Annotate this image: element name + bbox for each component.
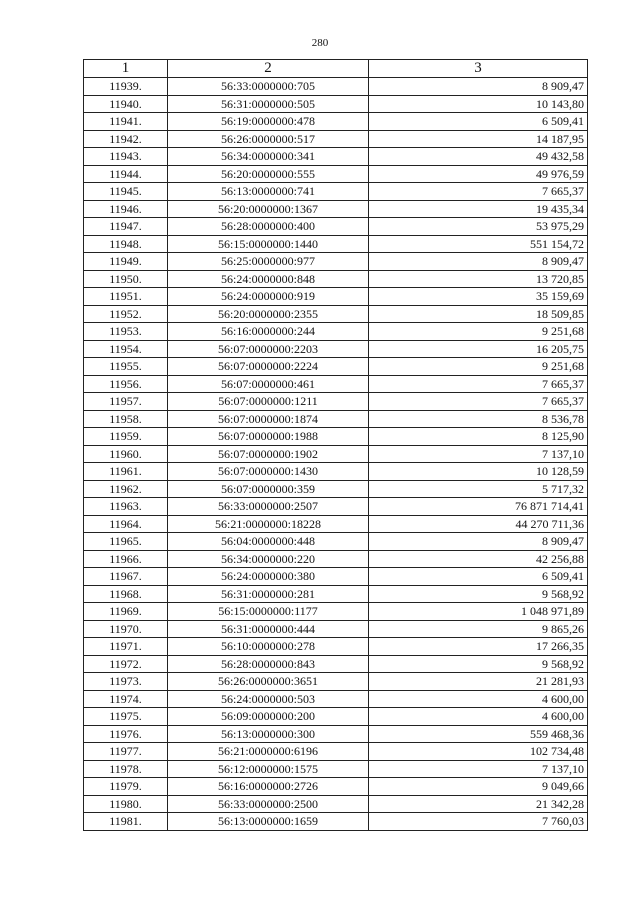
value-cell: 559 468,36 bbox=[369, 725, 588, 743]
value-cell: 53 975,29 bbox=[369, 218, 588, 236]
table-row bbox=[84, 200, 588, 218]
row-number-cell: 11975. bbox=[84, 708, 168, 726]
cadastral-number-cell: 56:34:0000000:220 bbox=[168, 550, 369, 568]
table-row bbox=[84, 655, 588, 673]
value-cell: 13 720,85 bbox=[369, 270, 588, 288]
table-row bbox=[84, 533, 588, 551]
table-row bbox=[84, 183, 588, 201]
row-number-cell: 11958. bbox=[84, 410, 168, 428]
row-number-cell: 11948. bbox=[84, 235, 168, 253]
value-cell: 7 760,03 bbox=[369, 813, 588, 831]
cadastral-number-cell: 56:07:0000000:2203 bbox=[168, 340, 369, 358]
cadastral-number-cell: 56:13:0000000:1659 bbox=[168, 813, 369, 831]
value-cell: 19 435,34 bbox=[369, 200, 588, 218]
value-cell: 7 137,10 bbox=[369, 445, 588, 463]
value-cell: 9 865,26 bbox=[369, 620, 588, 638]
table-row bbox=[84, 288, 588, 306]
cadastral-number-cell: 56:20:0000000:1367 bbox=[168, 200, 369, 218]
row-number-cell: 11969. bbox=[84, 603, 168, 621]
value-cell: 1 048 971,89 bbox=[369, 603, 588, 621]
cadastral-number-cell: 56:26:0000000:517 bbox=[168, 130, 369, 148]
value-cell: 76 871 714,41 bbox=[369, 498, 588, 516]
row-number-cell: 11953. bbox=[84, 323, 168, 341]
value-cell: 102 734,48 bbox=[369, 743, 588, 761]
row-number-cell: 11972. bbox=[84, 655, 168, 673]
table-row bbox=[84, 480, 588, 498]
value-cell: 6 509,41 bbox=[369, 113, 588, 131]
cadastral-number-cell: 56:25:0000000:977 bbox=[168, 253, 369, 271]
cadastral-number-cell: 56:21:0000000:18228 bbox=[168, 515, 369, 533]
table-row bbox=[84, 463, 588, 481]
row-number-cell: 11939. bbox=[84, 78, 168, 96]
row-number-cell: 11949. bbox=[84, 253, 168, 271]
value-cell: 7 665,37 bbox=[369, 183, 588, 201]
value-cell: 8 909,47 bbox=[369, 533, 588, 551]
row-number-cell: 11941. bbox=[84, 113, 168, 131]
row-number-cell: 11957. bbox=[84, 393, 168, 411]
table-row bbox=[84, 498, 588, 516]
table-row bbox=[84, 305, 588, 323]
row-number-cell: 11970. bbox=[84, 620, 168, 638]
value-cell: 7 137,10 bbox=[369, 760, 588, 778]
cadastral-number-cell: 56:31:0000000:444 bbox=[168, 620, 369, 638]
row-number-cell: 11952. bbox=[84, 305, 168, 323]
cadastral-number-cell: 56:07:0000000:1211 bbox=[168, 393, 369, 411]
row-number-cell: 11962. bbox=[84, 480, 168, 498]
cadastral-number-cell: 56:24:0000000:503 bbox=[168, 690, 369, 708]
value-cell: 44 270 711,36 bbox=[369, 515, 588, 533]
cadastral-number-cell: 56:31:0000000:281 bbox=[168, 585, 369, 603]
cadastral-number-cell: 56:20:0000000:2355 bbox=[168, 305, 369, 323]
row-number-cell: 11977. bbox=[84, 743, 168, 761]
row-number-cell: 11981. bbox=[84, 813, 168, 831]
cadastral-number-cell: 56:07:0000000:2224 bbox=[168, 358, 369, 376]
value-cell: 4 600,00 bbox=[369, 690, 588, 708]
cadastral-number-cell: 56:24:0000000:848 bbox=[168, 270, 369, 288]
cadastral-number-cell: 56:24:0000000:380 bbox=[168, 568, 369, 586]
table-row bbox=[84, 340, 588, 358]
cadastral-number-cell: 56:33:0000000:2500 bbox=[168, 795, 369, 813]
table-row bbox=[84, 235, 588, 253]
value-cell: 8 909,47 bbox=[369, 253, 588, 271]
table-row bbox=[84, 813, 588, 831]
column-header-2: 2 bbox=[168, 60, 369, 78]
value-cell: 9 568,92 bbox=[369, 585, 588, 603]
row-number-cell: 11947. bbox=[84, 218, 168, 236]
value-cell: 18 509,85 bbox=[369, 305, 588, 323]
cadastral-number-cell: 56:31:0000000:505 bbox=[168, 95, 369, 113]
table-row bbox=[84, 568, 588, 586]
table-row bbox=[84, 795, 588, 813]
header-row bbox=[84, 60, 588, 78]
cadastral-number-cell: 56:13:0000000:741 bbox=[168, 183, 369, 201]
cadastral-number-cell: 56:33:0000000:2507 bbox=[168, 498, 369, 516]
row-number-cell: 11980. bbox=[84, 795, 168, 813]
cadastral-number-cell: 56:28:0000000:843 bbox=[168, 655, 369, 673]
table-row bbox=[84, 550, 588, 568]
row-number-cell: 11959. bbox=[84, 428, 168, 446]
table-row bbox=[84, 393, 588, 411]
value-cell: 9 568,92 bbox=[369, 655, 588, 673]
row-number-cell: 11940. bbox=[84, 95, 168, 113]
table-row bbox=[84, 113, 588, 131]
value-cell: 35 159,69 bbox=[369, 288, 588, 306]
cadastral-number-cell: 56:09:0000000:200 bbox=[168, 708, 369, 726]
row-number-cell: 11979. bbox=[84, 778, 168, 796]
column-header-3: 3 bbox=[369, 60, 588, 78]
table-row bbox=[84, 725, 588, 743]
cadastral-number-cell: 56:07:0000000:1874 bbox=[168, 410, 369, 428]
cadastral-number-cell: 56:13:0000000:300 bbox=[168, 725, 369, 743]
table-row bbox=[84, 358, 588, 376]
row-number-cell: 11951. bbox=[84, 288, 168, 306]
table-row bbox=[84, 410, 588, 428]
cadastral-number-cell: 56:21:0000000:6196 bbox=[168, 743, 369, 761]
cadastral-number-cell: 56:15:0000000:1440 bbox=[168, 235, 369, 253]
cadastral-number-cell: 56:33:0000000:705 bbox=[168, 78, 369, 96]
table-row bbox=[84, 95, 588, 113]
row-number-cell: 11974. bbox=[84, 690, 168, 708]
cadastral-number-cell: 56:26:0000000:3651 bbox=[168, 673, 369, 691]
value-cell: 16 205,75 bbox=[369, 340, 588, 358]
row-number-cell: 11961. bbox=[84, 463, 168, 481]
value-cell: 9 251,68 bbox=[369, 358, 588, 376]
cadastral-number-cell: 56:10:0000000:278 bbox=[168, 638, 369, 656]
value-cell: 4 600,00 bbox=[369, 708, 588, 726]
cadastral-number-cell: 56:28:0000000:400 bbox=[168, 218, 369, 236]
table-row bbox=[84, 165, 588, 183]
row-number-cell: 11963. bbox=[84, 498, 168, 516]
table-row bbox=[84, 130, 588, 148]
row-number-cell: 11968. bbox=[84, 585, 168, 603]
row-number-cell: 11954. bbox=[84, 340, 168, 358]
row-number-cell: 11942. bbox=[84, 130, 168, 148]
cadastral-number-cell: 56:19:0000000:478 bbox=[168, 113, 369, 131]
table-row bbox=[84, 638, 588, 656]
value-cell: 8 909,47 bbox=[369, 78, 588, 96]
value-cell: 14 187,95 bbox=[369, 130, 588, 148]
row-number-cell: 11944. bbox=[84, 165, 168, 183]
value-cell: 6 509,41 bbox=[369, 568, 588, 586]
row-number-cell: 11964. bbox=[84, 515, 168, 533]
cadastral-number-cell: 56:07:0000000:1902 bbox=[168, 445, 369, 463]
cadastral-number-cell: 56:12:0000000:1575 bbox=[168, 760, 369, 778]
value-cell: 5 717,32 bbox=[369, 480, 588, 498]
value-cell: 9 049,66 bbox=[369, 778, 588, 796]
row-number-cell: 11965. bbox=[84, 533, 168, 551]
cadastral-number-cell: 56:20:0000000:555 bbox=[168, 165, 369, 183]
row-number-cell: 11978. bbox=[84, 760, 168, 778]
cadastral-number-cell: 56:04:0000000:448 bbox=[168, 533, 369, 551]
table-row bbox=[84, 585, 588, 603]
table-row bbox=[84, 760, 588, 778]
value-cell: 7 665,37 bbox=[369, 393, 588, 411]
value-cell: 42 256,88 bbox=[369, 550, 588, 568]
row-number-cell: 11960. bbox=[84, 445, 168, 463]
row-number-cell: 11950. bbox=[84, 270, 168, 288]
value-cell: 21 281,93 bbox=[369, 673, 588, 691]
table-row bbox=[84, 603, 588, 621]
value-cell: 7 665,37 bbox=[369, 375, 588, 393]
value-cell: 8 536,78 bbox=[369, 410, 588, 428]
row-number-cell: 11956. bbox=[84, 375, 168, 393]
table-row bbox=[84, 515, 588, 533]
cadastral-number-cell: 56:07:0000000:1430 bbox=[168, 463, 369, 481]
cadastral-number-cell: 56:16:0000000:244 bbox=[168, 323, 369, 341]
cadastral-number-cell: 56:34:0000000:341 bbox=[168, 148, 369, 166]
table-row bbox=[84, 323, 588, 341]
cadastral-number-cell: 56:16:0000000:2726 bbox=[168, 778, 369, 796]
row-number-cell: 11976. bbox=[84, 725, 168, 743]
table-row bbox=[84, 218, 588, 236]
value-cell: 21 342,28 bbox=[369, 795, 588, 813]
cadastral-number-cell: 56:24:0000000:919 bbox=[168, 288, 369, 306]
cadastral-number-cell: 56:07:0000000:1988 bbox=[168, 428, 369, 446]
value-cell: 9 251,68 bbox=[369, 323, 588, 341]
page-number: 280 bbox=[311, 37, 329, 49]
row-number-cell: 11973. bbox=[84, 673, 168, 691]
table-row bbox=[84, 148, 588, 166]
table-row bbox=[84, 78, 588, 96]
cadastral-number-cell: 56:07:0000000:461 bbox=[168, 375, 369, 393]
data-table bbox=[83, 59, 588, 831]
table-row bbox=[84, 778, 588, 796]
cadastral-number-cell: 56:15:0000000:1177 bbox=[168, 603, 369, 621]
row-number-cell: 11943. bbox=[84, 148, 168, 166]
value-cell: 551 154,72 bbox=[369, 235, 588, 253]
table-row bbox=[84, 673, 588, 691]
value-cell: 8 125,90 bbox=[369, 428, 588, 446]
table-body bbox=[84, 78, 588, 831]
table-row bbox=[84, 620, 588, 638]
table-row bbox=[84, 253, 588, 271]
row-number-cell: 11955. bbox=[84, 358, 168, 376]
value-cell: 17 266,35 bbox=[369, 638, 588, 656]
value-cell: 10 128,59 bbox=[369, 463, 588, 481]
table-row bbox=[84, 690, 588, 708]
cadastral-number-cell: 56:07:0000000:359 bbox=[168, 480, 369, 498]
row-number-cell: 11945. bbox=[84, 183, 168, 201]
value-cell: 49 976,59 bbox=[369, 165, 588, 183]
table-row bbox=[84, 270, 588, 288]
table-row bbox=[84, 445, 588, 463]
table-row bbox=[84, 708, 588, 726]
table-row bbox=[84, 375, 588, 393]
column-header-1: 1 bbox=[84, 60, 168, 78]
table-row bbox=[84, 743, 588, 761]
row-number-cell: 11971. bbox=[84, 638, 168, 656]
table-row bbox=[84, 428, 588, 446]
row-number-cell: 11946. bbox=[84, 200, 168, 218]
row-number-cell: 11966. bbox=[84, 550, 168, 568]
value-cell: 49 432,58 bbox=[369, 148, 588, 166]
row-number-cell: 11967. bbox=[84, 568, 168, 586]
value-cell: 10 143,80 bbox=[369, 95, 588, 113]
